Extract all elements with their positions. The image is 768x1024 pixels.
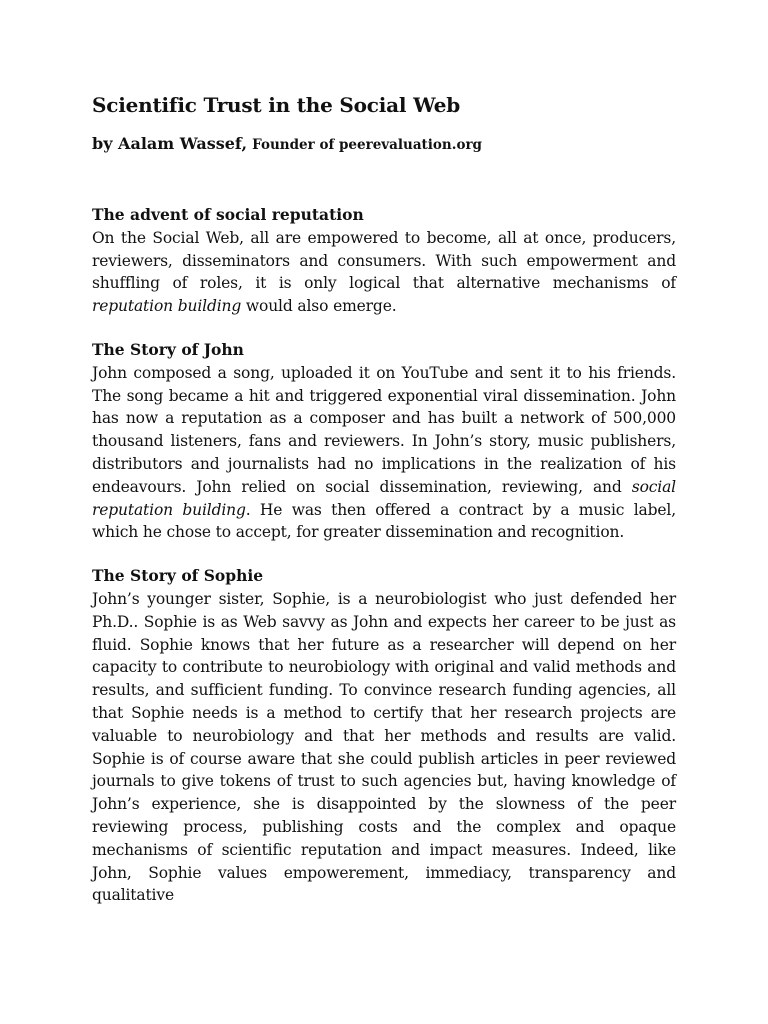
section-paragraph bbox=[92, 227, 676, 318]
section-story-of-john bbox=[92, 339, 676, 544]
paragraph-text: On the Social Web, all are empowered to become, all at once, producers, reviewers, disseminators and consumers. With such empowerment and shuffling of roles, it is only logical that alternative mechanisms of bbox=[92, 228, 676, 293]
section-heading: The Story of Sophie bbox=[92, 566, 264, 586]
byline-role: Founder of peerevaluation.org bbox=[252, 137, 483, 153]
section-paragraph bbox=[92, 362, 676, 544]
section-heading: The advent of social reputation bbox=[92, 205, 364, 224]
paragraph-text: John composed a song, uploaded it on YouTube and sent it to his friends. The song became a hit and triggered exponential viral dissemination. John has now a reputation as a composer and has built a network of 500,000 thousand listeners, fans and reviewers. In John’s story, music publishers, distributors and journalists had no implications in the realization of his endeavours. John relied on social dissemination, reviewing, and bbox=[92, 363, 676, 496]
byline bbox=[92, 131, 676, 158]
section-paragraph: John’s younger sister, Sophie, is a neurobiologist who just defended her Ph.D.. Sophie is as Web savvy as John and expects her career to be just as fluid. Sophie knows that her future as a researcher will depend on her capacity to contribute to neurobiology with original and valid methods and results, and sufficient funding. To convince research funding agencies, all that Sophie needs is a method to certify that her research projects are valuable to neurobiology and that her methods and results are valid. Sophie is of course aware that she could publish articles in peer reviewed journals to give tokens of trust to such agencies but, having knowledge of John’s experience, she is disappointed by the slowness of the peer reviewing process, publishing costs and the complex and opaque mechanisms of scientific reputation and impact measures. Indeed, like John, Sophie values empowerement, immediacy, transparency and qualitative bbox=[92, 589, 676, 905]
section-heading: The Story of John bbox=[92, 339, 244, 359]
paragraph-text: would also emerge. bbox=[241, 297, 397, 316]
section-story-of-sophie bbox=[92, 565, 676, 907]
section-social-reputation bbox=[92, 204, 676, 318]
document-page bbox=[92, 88, 676, 907]
document-title: Scientific Trust in the Social Web bbox=[92, 93, 461, 117]
paragraph-emphasis: reputation building bbox=[92, 297, 242, 316]
paragraph-text: . He was then offered a contract by a music label, which he chose to accept, for greater dissemination and recognition. bbox=[92, 500, 676, 542]
byline-author: by Aalam Wassef, bbox=[92, 134, 248, 153]
paragraph-emphasis: social reputation building bbox=[92, 477, 676, 519]
